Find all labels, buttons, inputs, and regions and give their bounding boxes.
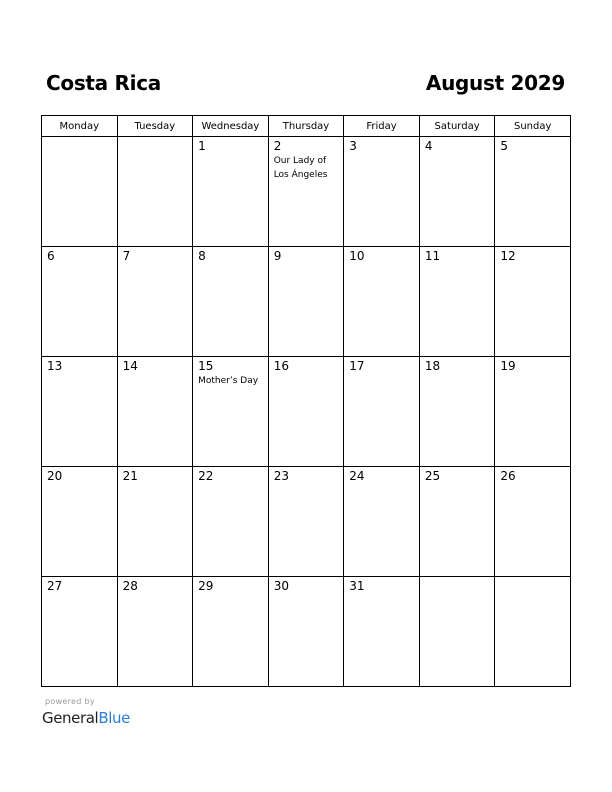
- day-cell: [268, 357, 344, 467]
- day-cell: [495, 467, 571, 577]
- day-cell: [344, 577, 420, 687]
- day-number: 6: [47, 249, 55, 263]
- day-cell: [419, 247, 495, 357]
- day-number: 5: [500, 139, 509, 153]
- day-cell: [419, 137, 495, 247]
- day-number: 20: [47, 469, 63, 483]
- day-cell: [344, 357, 420, 467]
- day-cell: [344, 467, 420, 577]
- day-number: 23: [273, 469, 289, 483]
- day-cell: [268, 247, 344, 357]
- day-number: 18: [424, 359, 441, 373]
- week-row: [42, 247, 571, 357]
- day-cell: [42, 137, 118, 247]
- day-number: 31: [349, 579, 365, 593]
- day-cell: [42, 247, 118, 357]
- day-cell: [193, 577, 269, 687]
- day-number: 24: [349, 469, 365, 483]
- day-cell: [193, 137, 269, 247]
- day-cell: [193, 467, 269, 577]
- day-cell: [117, 467, 193, 577]
- day-number: 1: [198, 139, 206, 153]
- day-cell: [344, 247, 420, 357]
- day-cell: [495, 577, 571, 687]
- powered-by-label: powered by: [45, 697, 95, 706]
- day-number: 26: [500, 469, 516, 483]
- week-row: [42, 357, 571, 467]
- day-number: 4: [424, 139, 433, 153]
- day-cell: [42, 577, 118, 687]
- day-cell: [117, 357, 193, 467]
- day-number: 8: [198, 249, 206, 263]
- day-number: 17: [349, 359, 365, 373]
- day-cell: [42, 467, 118, 577]
- day-cell: [495, 357, 571, 467]
- day-number: 9: [273, 249, 282, 263]
- day-cell: [117, 137, 193, 247]
- day-number: 22: [198, 469, 214, 483]
- day-number: 12: [500, 249, 516, 263]
- brand-name-general: General: [42, 709, 99, 727]
- weekday-header: Saturday: [419, 116, 495, 137]
- month-year-title: August 2029: [425, 71, 565, 95]
- weekday-header: Monday: [42, 116, 118, 137]
- day-number: 16: [273, 359, 289, 373]
- weekday-header: Thursday: [268, 116, 344, 137]
- day-number: 13: [47, 359, 63, 373]
- day-cell: [419, 357, 495, 467]
- day-number: 2: [273, 139, 282, 153]
- day-cell: [42, 357, 118, 467]
- week-row: [42, 577, 571, 687]
- brand-name-blue: Blue: [98, 709, 130, 727]
- weekday-header-row: [42, 116, 571, 137]
- day-cell: [419, 467, 495, 577]
- day-number: 15: [198, 359, 214, 373]
- day-cell: [193, 247, 269, 357]
- day-cell: [268, 467, 344, 577]
- week-row: [42, 467, 571, 577]
- day-number: 14: [122, 359, 138, 373]
- day-cell: [495, 137, 571, 247]
- day-number: 7: [122, 249, 131, 263]
- day-number: 10: [349, 249, 365, 263]
- day-cell: [344, 137, 420, 247]
- day-number: 21: [122, 469, 138, 483]
- day-cell: [117, 247, 193, 357]
- weekday-header: Sunday: [495, 116, 571, 137]
- weekday-header: Friday: [344, 116, 420, 137]
- weekday-header: Wednesday: [193, 116, 269, 137]
- day-number: 11: [424, 249, 441, 263]
- day-cell: [268, 577, 344, 687]
- holiday-label: Our Lady of Los Ángeles: [273, 156, 328, 180]
- day-cell: [495, 247, 571, 357]
- day-number: 28: [122, 579, 138, 593]
- day-number: 3: [349, 139, 357, 153]
- week-row: [42, 137, 571, 247]
- day-number: 25: [424, 469, 441, 483]
- day-number: 29: [198, 579, 214, 593]
- day-number: 19: [500, 359, 516, 373]
- day-cell: [419, 577, 495, 687]
- country-title: Costa Rica: [46, 71, 161, 95]
- day-cell: [117, 577, 193, 687]
- day-cell: [268, 137, 344, 247]
- weekday-header: Tuesday: [117, 116, 193, 137]
- holiday-label: Mother’s Day: [198, 376, 259, 386]
- day-number: 30: [273, 579, 289, 593]
- calendar-grid: [41, 115, 571, 687]
- day-cell: [193, 357, 269, 467]
- generalblue-logo: [42, 708, 130, 728]
- day-number: 27: [47, 579, 63, 593]
